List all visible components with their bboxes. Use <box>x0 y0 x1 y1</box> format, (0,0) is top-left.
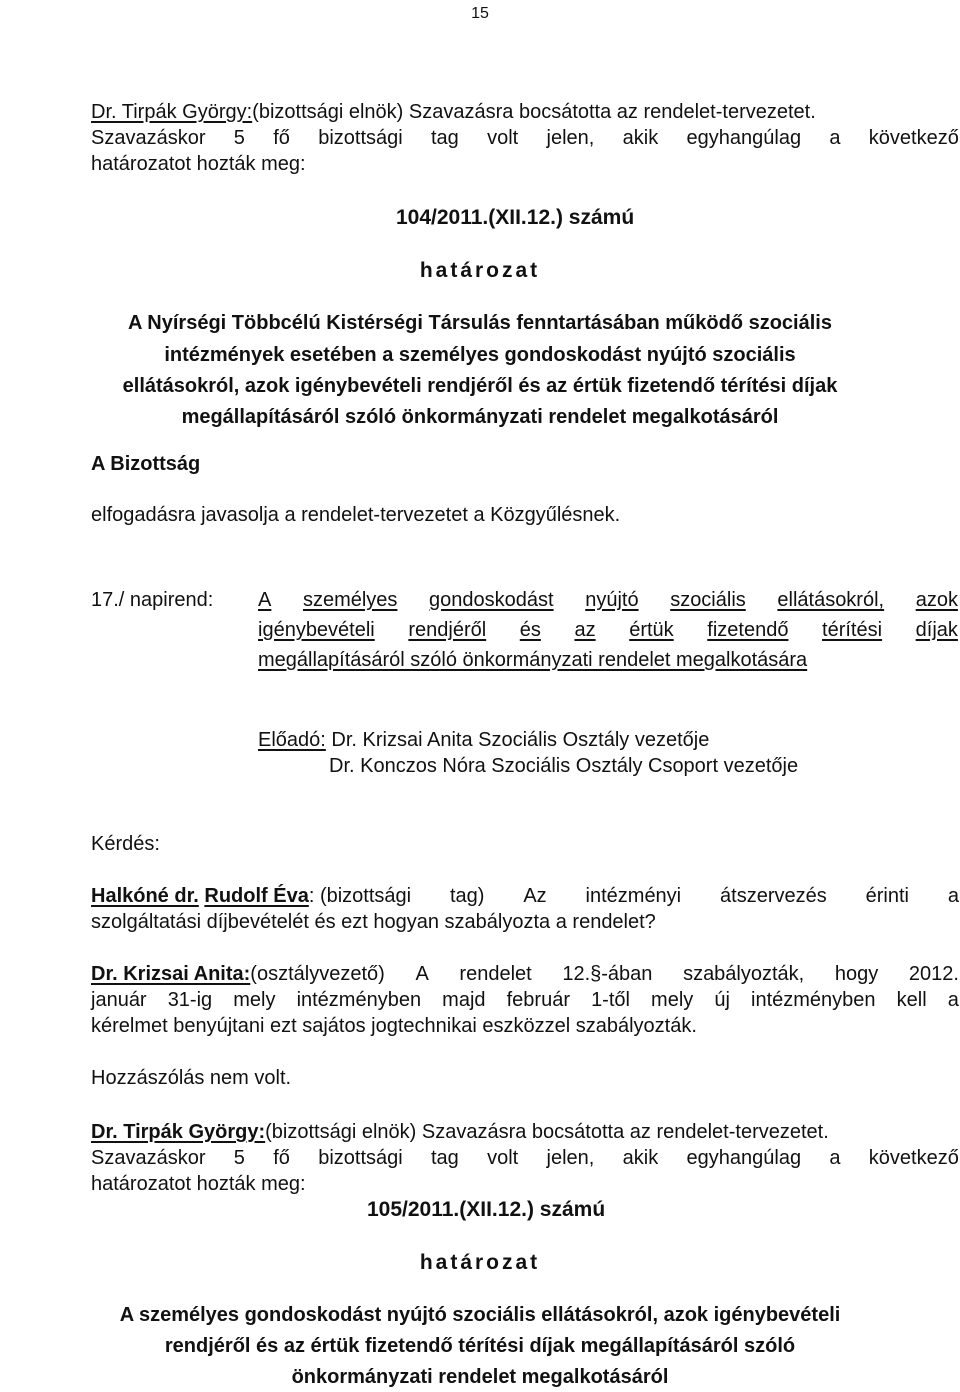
presenter-name: Dr. Krizsai Anita Szociális Osztály vezetője <box>325 729 710 751</box>
word: mely <box>233 989 276 1011</box>
word: a <box>947 989 959 1011</box>
page-number: 15 <box>471 5 489 22</box>
question-speaker: Halkóné dr. Rudolf Éva: (bizottsági <box>91 885 412 907</box>
word: egyhangúlag <box>686 1147 802 1169</box>
resolution-heading: határozat <box>419 259 541 282</box>
speaker-name: Dr. Tirpák György: <box>91 101 253 123</box>
word: rendelet <box>459 963 532 985</box>
answer-line <box>91 988 959 1012</box>
word: kell <box>896 989 927 1011</box>
answer-line <box>91 962 959 986</box>
question-line: szolgáltatási díjbevételét és ezt hogyan szabályozta a rendelet? <box>91 911 656 933</box>
resolution-title-line: rendjéről és az értük fizetendő térítési díjak megállapításáról szóló <box>164 1335 796 1357</box>
vote-count-line <box>91 1146 959 1170</box>
presenter-line <box>258 728 709 752</box>
word: egyhangúlag <box>686 127 802 149</box>
question-line <box>91 884 959 908</box>
speaker-name: Rudolf Éva <box>204 885 309 907</box>
word: érinti <box>865 885 909 907</box>
resolution-number: 104/2011.(XII.12.) számú <box>396 206 635 229</box>
speaker-text: (bizottsági elnök) Szavazásra bocsátotta az rendelet-tervezetet. <box>265 1121 829 1143</box>
resolution-title-line: önkormányzati rendelet megalkotásáról <box>291 1366 669 1388</box>
word: az <box>574 619 596 641</box>
word: és <box>519 619 541 641</box>
word: nyújtó <box>585 589 639 611</box>
word: 5 <box>233 1147 245 1169</box>
chair-vote-line <box>91 1120 829 1144</box>
word: díjak <box>915 619 958 641</box>
word: jelen, <box>546 1147 595 1169</box>
word: tag <box>431 1147 459 1169</box>
word: fizetendő <box>707 619 789 641</box>
word: bizottsági <box>318 127 403 149</box>
word: azok <box>915 589 958 611</box>
word: személyes <box>302 589 398 611</box>
presenter-line: Dr. Konczos Nóra Szociális Osztály Csoport vezetője <box>329 755 799 777</box>
word: következő <box>868 1147 959 1169</box>
word: A <box>415 963 429 985</box>
speaker-name: Halkóné dr. <box>91 885 199 907</box>
word: intézményben <box>296 989 422 1011</box>
word: szabályozták, <box>683 963 805 985</box>
questions-label: Kérdés: <box>91 833 160 855</box>
word: Az <box>523 885 547 907</box>
presenter-label: Előadó: <box>258 729 326 751</box>
word: volt <box>487 127 519 149</box>
word: gondoskodást <box>429 589 554 611</box>
word: szociális <box>670 589 746 611</box>
word: ellátásokról, <box>777 589 885 611</box>
word: Szavazáskor <box>91 1147 206 1169</box>
word: bizottsági <box>318 1147 403 1169</box>
word: 1-től <box>591 989 630 1011</box>
speaker-name: Dr. Krizsai Anita: <box>91 963 251 985</box>
agenda-label: 17./ napirend: <box>91 589 214 611</box>
agenda-title-line: megállapításáról szóló önkormányzati rendelet megalkotására <box>258 649 808 671</box>
answer-speaker-block <box>91 962 385 986</box>
word: A <box>258 589 272 611</box>
word: intézményi <box>585 885 682 907</box>
word: február <box>506 989 570 1011</box>
word: Szavazáskor <box>91 127 206 149</box>
word: majd <box>442 989 486 1011</box>
word: a <box>947 885 959 907</box>
resolution-heading: határozat <box>419 1251 541 1274</box>
resolution-title-line: A Nyírségi Többcélú Kistérségi Társulás fenntartásában működő szociális <box>128 312 832 334</box>
comment-text: Hozzászólás nem volt. <box>91 1067 292 1089</box>
word: igénybevételi <box>258 619 375 641</box>
word: a <box>829 1147 841 1169</box>
committee-label: A Bizottság <box>91 453 201 475</box>
word: a <box>829 127 841 149</box>
vote-count-line <box>91 126 959 150</box>
resolution-number: 105/2011.(XII.12.) számú <box>367 1198 606 1221</box>
chair-vote-line <box>91 100 816 124</box>
word: mely <box>651 989 694 1011</box>
word: következő <box>868 127 959 149</box>
word: intézményben <box>751 989 876 1011</box>
resolution-title-line: megállapításáról szóló önkormányzati rendelet megalkotásáról <box>181 406 779 428</box>
word: térítési <box>822 619 883 641</box>
vote-result-line: határozatot hozták meg: <box>91 1173 306 1195</box>
word: akik <box>622 127 659 149</box>
answer-line: kérelmet benyújtani ezt sajátos jogtechnikai eszközzel szabályozták. <box>91 1015 697 1037</box>
word: hogy <box>834 963 879 985</box>
word: 5 <box>233 127 245 149</box>
word: január <box>91 989 147 1011</box>
word: volt <box>487 1147 519 1169</box>
word: fő <box>273 127 290 149</box>
word: új <box>714 989 730 1011</box>
recommendation-text: elfogadásra javasolja a rendelet-tervezetet a Közgyűlésnek. <box>91 504 621 526</box>
speaker-name: Dr. Tirpák György: <box>91 1121 266 1143</box>
speaker-text: (bizottsági elnök) Szavazásra bocsátotta az rendelet-tervezetet. <box>252 101 816 123</box>
word: átszervezés <box>720 885 827 907</box>
word: fő <box>273 1147 290 1169</box>
word: rendjéről <box>408 619 487 641</box>
resolution-title-line: ellátásokról, azok igénybevételi rendjéről és az értük fizetendő térítési díjak <box>122 375 838 397</box>
agenda-title-line <box>258 618 958 642</box>
word: 12.§-ában <box>562 963 653 985</box>
resolution-title-line: intézmények esetében a személyes gondoskodást nyújtó szociális <box>164 344 796 366</box>
word: jelen, <box>546 127 595 149</box>
word: akik <box>622 1147 659 1169</box>
resolution-title-line: A személyes gondoskodást nyújtó szociális ellátásokról, azok igénybevételi <box>119 1304 841 1326</box>
word: 2012. <box>908 963 959 985</box>
word: (osztályvezető) <box>250 963 385 985</box>
word: tag <box>431 127 459 149</box>
agenda-title-line <box>258 588 958 612</box>
word: értük <box>629 619 674 641</box>
vote-result-line: határozatot hozták meg: <box>91 153 306 175</box>
word: tag) <box>449 885 485 907</box>
word: 31-ig <box>167 989 213 1011</box>
